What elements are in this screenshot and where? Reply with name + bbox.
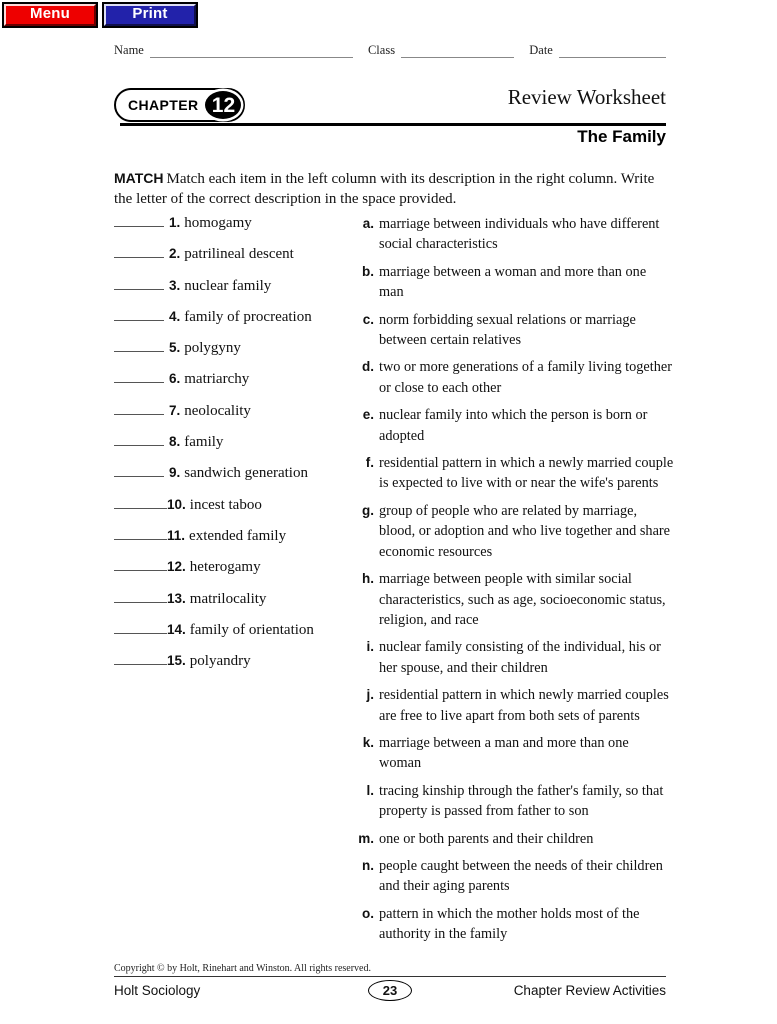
menu-button-label: Menu xyxy=(30,5,70,22)
description-row xyxy=(358,637,674,678)
answer-blank[interactable] xyxy=(114,496,167,509)
page-subtitle: The Family xyxy=(577,127,666,146)
term-number: 5. xyxy=(169,340,181,356)
term-row xyxy=(114,370,346,401)
term-number: 1. xyxy=(169,215,181,230)
answer-blank[interactable] xyxy=(114,558,167,571)
term-label: matrilocality xyxy=(189,590,267,607)
footer-section-title: Chapter Review Activities xyxy=(513,983,666,998)
student-info-row xyxy=(114,43,666,58)
term-row xyxy=(114,558,346,589)
description-letter: g. xyxy=(362,502,374,518)
description-text: marriage between people with similar social characteristics, such as age, socioeconomic status, religion, and race xyxy=(379,571,666,628)
term-number: 2. xyxy=(169,246,181,262)
description-letter: o. xyxy=(362,905,374,921)
term-row xyxy=(114,590,346,621)
descriptions-column xyxy=(358,214,674,952)
term-label: patrilineal descent xyxy=(184,246,294,263)
term-number: 15. xyxy=(167,653,186,669)
term-number: 9. xyxy=(169,465,181,481)
description-row xyxy=(358,214,674,255)
description-row xyxy=(358,733,674,774)
term-row xyxy=(114,339,346,370)
term-row xyxy=(114,464,346,495)
answer-blank[interactable] xyxy=(114,433,164,446)
page-footer xyxy=(114,963,666,998)
description-row xyxy=(358,904,674,945)
description-letter: l. xyxy=(366,782,374,798)
description-letter: a. xyxy=(362,216,374,231)
description-text: people caught between the needs of their children and their aging parents xyxy=(379,857,663,895)
description-row xyxy=(358,856,674,897)
description-row xyxy=(358,262,674,303)
term-number: 7. xyxy=(169,402,181,418)
term-label: sandwich generation xyxy=(184,465,308,482)
date-label: Date xyxy=(529,43,553,57)
description-letter: k. xyxy=(362,734,374,750)
term-label: nuclear family xyxy=(184,277,272,294)
term-row xyxy=(114,621,346,652)
description-text: two or more generations of a family living together or close to each other xyxy=(379,359,673,396)
term-row xyxy=(114,433,346,464)
footer-row xyxy=(114,977,666,998)
term-label: extended family xyxy=(189,527,287,544)
term-row xyxy=(114,245,346,276)
chapter-badge xyxy=(114,88,245,122)
term-number: 14. xyxy=(167,621,186,637)
term-label: polyandry xyxy=(189,653,251,670)
term-label: family xyxy=(184,434,224,451)
name-input-line[interactable] xyxy=(150,46,353,58)
description-row xyxy=(358,310,674,351)
description-letter: h. xyxy=(362,571,374,587)
answer-blank[interactable] xyxy=(114,621,167,634)
description-row xyxy=(358,781,674,822)
term-label: incest taboo xyxy=(189,496,262,513)
chapter-number-circle: 12 xyxy=(205,91,241,119)
term-row xyxy=(114,527,346,558)
term-number: 13. xyxy=(167,590,186,606)
description-text: pattern in which the mother holds most of the authority in the family xyxy=(379,905,640,943)
chapter-banner xyxy=(114,84,666,146)
description-row xyxy=(358,685,674,726)
answer-blank[interactable] xyxy=(114,339,164,352)
term-number: 8. xyxy=(169,434,181,450)
page-title: Review Worksheet xyxy=(507,85,666,109)
answer-blank[interactable] xyxy=(114,308,164,321)
description-text: residential pattern in which newly married couples are free to live apart from both sets of parents xyxy=(379,687,669,724)
description-row xyxy=(358,357,674,398)
print-button-label: Print xyxy=(132,5,168,22)
description-row xyxy=(358,501,674,562)
answer-blank[interactable] xyxy=(114,527,167,540)
description-letter: d. xyxy=(362,359,374,375)
description-row xyxy=(358,829,674,849)
description-letter: j. xyxy=(366,687,374,703)
description-letter: n. xyxy=(362,857,374,873)
answer-blank[interactable] xyxy=(114,245,164,258)
answer-blank[interactable] xyxy=(114,464,164,477)
description-letter: b. xyxy=(362,263,374,279)
description-text: marriage between individuals who have different social characteristics xyxy=(379,216,660,253)
answer-blank[interactable] xyxy=(114,370,164,383)
class-input-line[interactable] xyxy=(401,46,514,58)
term-label: family of procreation xyxy=(184,308,312,325)
term-number: 3. xyxy=(169,277,181,293)
term-row xyxy=(114,214,346,245)
term-label: neolocality xyxy=(184,402,251,419)
description-text: nuclear family consisting of the individual, his or her spouse, and their children xyxy=(379,639,661,676)
term-row xyxy=(114,402,346,433)
banner-divider xyxy=(120,123,666,126)
term-number: 4. xyxy=(169,308,181,324)
footer-book-title: Holt Sociology xyxy=(114,983,201,998)
description-text: one or both parents and their children xyxy=(379,830,594,847)
chapter-word: CHAPTER xyxy=(128,97,199,113)
term-row xyxy=(114,496,346,527)
description-text: group of people who are related by marriage, blood, or adoption and who live together and share economic resources xyxy=(379,502,671,560)
instructions xyxy=(114,168,674,209)
description-row xyxy=(358,569,674,630)
description-text: tracing kinship through the father's family, so that property is passed from father to son xyxy=(379,782,664,820)
description-letter: i. xyxy=(366,639,374,655)
term-number: 12. xyxy=(167,559,186,575)
answer-blank[interactable] xyxy=(114,590,167,603)
term-number: 6. xyxy=(169,371,181,387)
description-text: nuclear family into which the person is born or adopted xyxy=(379,407,648,444)
copyright-text: Copyright © by Holt, Rinehart and Winston. All rights reserved. xyxy=(114,963,371,974)
description-letter: f. xyxy=(365,455,374,471)
answer-blank[interactable] xyxy=(114,214,164,227)
terms-column xyxy=(114,214,346,683)
answer-blank[interactable] xyxy=(114,402,164,415)
name-label: Name xyxy=(114,43,144,57)
term-row xyxy=(114,308,346,339)
description-text: residential pattern in which a newly married couple is expected to live with or near the wife's parents xyxy=(379,455,674,492)
term-label: family of orientation xyxy=(189,621,314,638)
answer-blank[interactable] xyxy=(114,277,164,290)
class-label: Class xyxy=(367,43,396,57)
instructions-text: Match each item in the left column with its description in the right column. Write the letter of the correct description in the space provided. xyxy=(114,171,655,207)
description-text: marriage between a woman and more than one man xyxy=(379,263,647,301)
term-row xyxy=(114,277,346,308)
match-keyword: MATCH xyxy=(114,170,164,186)
term-label: matriarchy xyxy=(184,371,250,388)
page-number: 23 xyxy=(368,980,412,1001)
answer-blank[interactable] xyxy=(114,652,167,665)
description-text: marriage between a man and more than one woman xyxy=(379,734,629,772)
term-label: homogamy xyxy=(184,215,252,231)
description-row xyxy=(358,405,674,446)
term-row xyxy=(114,652,346,683)
description-text: norm forbidding sexual relations or marriage between certain relatives xyxy=(379,311,636,349)
term-number: 10. xyxy=(167,496,186,512)
description-letter: c. xyxy=(362,311,374,327)
term-label: heterogamy xyxy=(189,559,261,576)
description-letter: m. xyxy=(358,830,374,846)
term-number: 11. xyxy=(167,527,186,543)
term-label: polygyny xyxy=(184,340,241,357)
description-row xyxy=(358,453,674,494)
description-letter: e. xyxy=(362,407,374,423)
date-input-line[interactable] xyxy=(559,46,666,58)
